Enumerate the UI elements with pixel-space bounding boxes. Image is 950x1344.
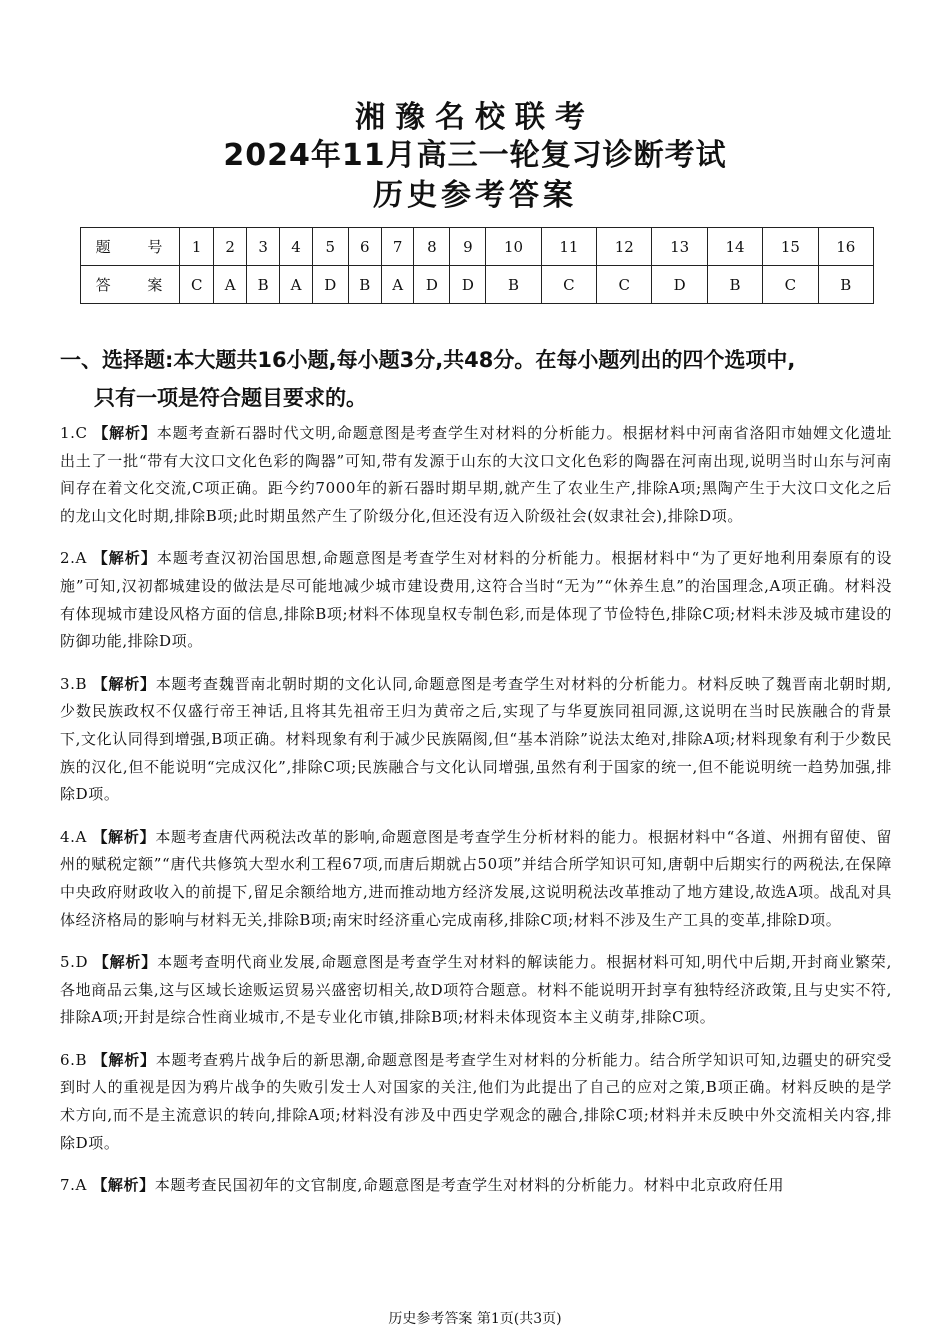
answer-table bbox=[80, 227, 874, 304]
question-number: 11 bbox=[541, 228, 596, 266]
answer-cell: D bbox=[414, 266, 450, 304]
explanation-item bbox=[60, 824, 892, 934]
item-text: 本题考查鸦片战争后的新思潮,命题意图是考查学生对材料的分析能力。结合所学知识可知,边疆史的研究受到时人的重视是因为鸦片战争的失败引发士人对国家的关注,他们为此提出了自己的应对之策,B项正确。材料反映的是学术方向,而不是主流意识的转向,排除A项;材料没有涉及中西史学观念的融合,排除C项;材料并未反映中外交流相关内容,排除D项。 bbox=[60, 1050, 892, 1152]
item-text: 本题考查明代商业发展,命题意图是考查学生对材料的解读能力。根据材料可知,明代中后期,开封商业繁荣,各地商品云集,这与区域长途贩运贸易兴盛密切相关,故D项符合题意。材料不能说明开封享有独特经济政策,且与史实不符,排除A项;开封是综合性商业城市,不是专业化市镇,排除B项;材料未体现资本主义萌芽,排除C项。 bbox=[60, 953, 892, 1027]
answer-cell: A bbox=[381, 266, 414, 304]
question-number: 3 bbox=[247, 228, 280, 266]
explanation-item bbox=[60, 545, 892, 655]
explanation-item bbox=[60, 949, 892, 1032]
question-number: 14 bbox=[707, 228, 762, 266]
analysis-tag: 【解析】 bbox=[92, 827, 156, 846]
section-heading-line2: 只有一项是符合题目要求的。 bbox=[94, 386, 367, 410]
answer-cell: C bbox=[541, 266, 596, 304]
explanation-item bbox=[60, 1047, 892, 1157]
answer-cell: C bbox=[763, 266, 818, 304]
item-number-answer: 4.A bbox=[60, 827, 93, 846]
answer-cell: B bbox=[707, 266, 762, 304]
analysis-tag: 【解析】 bbox=[92, 1050, 156, 1069]
question-number: 8 bbox=[414, 228, 450, 266]
answer-cell: B bbox=[348, 266, 381, 304]
question-number: 6 bbox=[348, 228, 381, 266]
explanation-item bbox=[60, 1172, 892, 1200]
answer-cell: B bbox=[818, 266, 873, 304]
question-number: 16 bbox=[818, 228, 873, 266]
item-number-answer: 6.B bbox=[60, 1050, 93, 1069]
question-number: 5 bbox=[312, 228, 348, 266]
analysis-tag: 【解析】 bbox=[93, 953, 158, 972]
answer-cell: A bbox=[280, 266, 313, 304]
item-text: 本题考查新石器时代文明,命题意图是考查学生对材料的分析能力。根据材料中河南省洛阳市妯娌文化遗址出土了一批“带有大汶口文化色彩的陶器”可知,带有发源于山东的大汶口文化色彩的陶器在河南出现,说明当时山东与河南间存在着文化交流,C项正确。距今约7000年的新石器时期早期,就产生了农业生产,排除A项;黑陶产生于大汶口文化之后的龙山文化时期,排除B项;此时期虽然产生了阶级分化,但还没有迈入阶级社会(奴隶社会),排除D项。 bbox=[60, 424, 892, 525]
answer-cell: C bbox=[597, 266, 652, 304]
explanation-item bbox=[60, 420, 892, 530]
row-label-answer: 答 案 bbox=[81, 266, 180, 304]
section-heading bbox=[60, 341, 900, 417]
document-title: 历史参考答案 bbox=[373, 178, 577, 213]
question-number-row bbox=[81, 228, 874, 266]
analysis-tag: 【解析】 bbox=[92, 549, 157, 568]
analysis-tag: 【解析】 bbox=[92, 1176, 155, 1195]
answer-cell: B bbox=[247, 266, 280, 304]
answer-cell: C bbox=[180, 266, 214, 304]
section-heading-line1: 一、选择题:本大题共16小题,每小题3分,共48分。在每小题列出的四个选项中, bbox=[60, 348, 796, 372]
item-text: 本题考查唐代两税法改革的影响,命题意图是考查学生分析材料的能力。根据材料中“各道、州拥有留使、留州的赋税定额”“唐代共修筑大型水利工程67项,而唐后期就占50项”并结合所学知识可知,唐朝中后期实行的两税法,在保障中央政府财政收入的前提下,留足余额给地方,进而推动地方经济发展,这说明税法改革推动了地方建设,故选A项。战乱对具体经济格局的影响与材料无关,排除B项;南宋时经济重心完成南移,排除C项;材料不涉及生产工具的变革,排除D项。 bbox=[60, 827, 893, 929]
question-number: 2 bbox=[214, 228, 247, 266]
answer-cell: D bbox=[652, 266, 707, 304]
item-number-answer: 3.B bbox=[60, 674, 93, 693]
page-footer: 历史参考答案 第1页(共3页) bbox=[388, 1311, 562, 1327]
question-number: 4 bbox=[280, 228, 313, 266]
item-text: 本题考查魏晋南北朝时期的文化认同,命题意图是考查学生对材料的分析能力。材料反映了魏晋南北朝时期,少数民族政权不仅盛行帝王神话,且将其先祖帝王归为黄帝之后,实现了与华夏族同祖同源,这说明在当时民族融合的背景下,文化认同得到增强,B项正确。材料现象有利于减少民族隔阂,但“基本消除”说法太绝对,排除A项;材料现象有利于少数民族的汉化,但不能说明“完成汉化”,排除C项;民族融合与文化认同增强,虽然有利于国家的统一,但不能说明统一趋势加强,排除D项。 bbox=[60, 674, 892, 804]
item-number-answer: 2.A bbox=[60, 549, 93, 568]
question-number: 9 bbox=[450, 228, 486, 266]
question-number: 15 bbox=[763, 228, 818, 266]
exam-name-title: 2024年11月高三一轮复习诊断考试 bbox=[223, 138, 727, 173]
item-text: 本题考查民国初年的文官制度,命题意图是考查学生对材料的分析能力。材料中北京政府任用 bbox=[154, 1176, 785, 1195]
row-label-question: 题 号 bbox=[81, 228, 180, 266]
question-number: 12 bbox=[597, 228, 652, 266]
answer-cell: A bbox=[214, 266, 247, 304]
exam-org-title: 湘豫名校联考 bbox=[355, 100, 595, 135]
question-number: 7 bbox=[381, 228, 414, 266]
question-number: 10 bbox=[486, 228, 541, 266]
answer-cell: B bbox=[486, 266, 541, 304]
item-number-answer: 1.C bbox=[60, 424, 94, 442]
question-number: 1 bbox=[180, 228, 214, 266]
answer-cell: D bbox=[450, 266, 486, 304]
analysis-tag: 【解析】 bbox=[92, 674, 156, 693]
question-number: 13 bbox=[652, 228, 707, 266]
item-number-answer: 7.A bbox=[60, 1176, 93, 1195]
explanation-list bbox=[60, 420, 892, 1203]
item-text: 本题考查汉初治国思想,命题意图是考查学生对材料的分析能力。根据材料中“为了更好地利用秦原有的设施”可知,汉初都城建设的做法是尽可能地减少城市建设费用,这符合当时“无为”“休养生息”的治国理念,A项正确。材料没有体现城市建设风格方面的信息,排除B项;材料不体现皇权专制色彩,而是体现了节俭特色,排除C项;材料未涉及城市建设的防御功能,排除D项。 bbox=[60, 549, 893, 651]
analysis-tag: 【解析】 bbox=[93, 424, 157, 442]
explanation-item bbox=[60, 671, 892, 809]
answer-cell: D bbox=[312, 266, 348, 304]
item-number-answer: 5.D bbox=[60, 953, 94, 972]
answer-row bbox=[81, 266, 874, 304]
